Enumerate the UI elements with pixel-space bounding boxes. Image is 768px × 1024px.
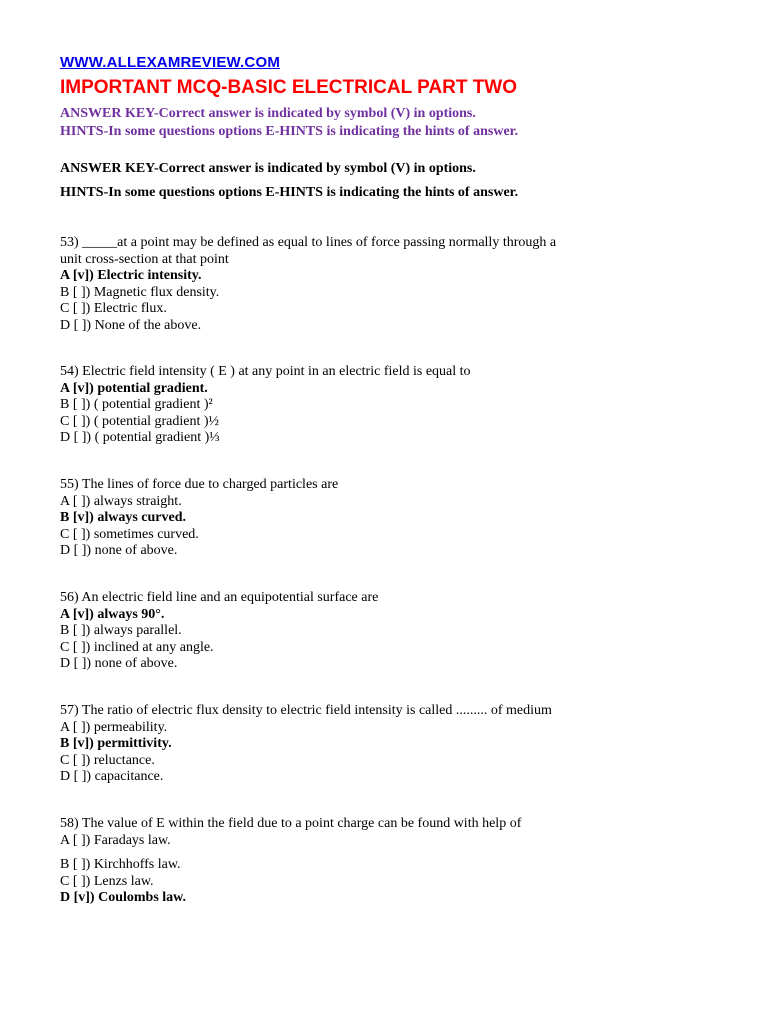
question-58 xyxy=(60,816,521,907)
question-text: 57) The ratio of electric flux density to electric field intensity is called ......... of medium xyxy=(60,703,552,718)
question-text: 58) The value of E within the field due to a point charge can be found with help of xyxy=(60,816,522,831)
answer-key-note: ANSWER KEY-Correct answer is indicated by symbol (V) in options. xyxy=(60,161,476,176)
question-text-cont: unit cross-section at that point xyxy=(60,251,229,267)
option-correct: B [v]) always curved. xyxy=(60,510,186,525)
option: D [ ]) none of above. xyxy=(60,656,178,671)
option: A [ ]) permeability. xyxy=(60,719,168,735)
option: C [ ]) inclined at any angle. xyxy=(60,639,214,655)
question-55 xyxy=(60,477,338,560)
question-text: 56) An electric field line and an equipotential surface are xyxy=(60,590,379,605)
option: C [ ]) Lenzs law. xyxy=(60,873,154,889)
question-57 xyxy=(60,703,552,786)
option: C [ ]) sometimes curved. xyxy=(60,526,199,542)
option: C [ ]) Electric flux. xyxy=(60,301,167,316)
hints-note: HINTS-In some questions options E-HINTS is indicating the hints of answer. xyxy=(60,185,519,200)
option: B [ ]) ( potential gradient )² xyxy=(60,397,213,412)
question-text: 55) The lines of force due to charged particles are xyxy=(60,477,339,492)
option: A [ ]) always straight. xyxy=(60,493,182,509)
option: D [ ]) ( potential gradient )⅓ xyxy=(60,430,220,445)
page-title: IMPORTANT MCQ-BASIC ELECTRICAL PART TWO xyxy=(60,77,518,98)
hints-note-purple: HINTS-In some questions options E-HINTS is indicating the hints of answer. xyxy=(60,124,519,139)
site-link[interactable]: WWW.ALLEXAMREVIEW.COM xyxy=(60,54,281,71)
question-text: 53) _____at a point may be defined as equal to lines of force passing normally through a xyxy=(60,235,557,250)
answer-key-note-purple: ANSWER KEY-Correct answer is indicated by symbol (V) in options. xyxy=(60,106,476,121)
option-correct: A [v]) potential gradient. xyxy=(60,380,208,396)
option: B [ ]) Magnetic flux density. xyxy=(60,284,220,300)
option: A [ ]) Faradays law. xyxy=(60,832,171,848)
option: C [ ]) reluctance. xyxy=(60,752,155,768)
option: B [ ]) always parallel. xyxy=(60,623,182,638)
option: D [ ]) None of the above. xyxy=(60,317,202,333)
option: B [ ]) Kirchhoffs law. xyxy=(60,857,181,872)
option-correct: B [v]) permittivity. xyxy=(60,736,172,751)
question-54 xyxy=(60,364,471,447)
question-text: 54) Electric field intensity ( E ) at any point in an electric field is equal to xyxy=(60,364,471,379)
option: D [ ]) none of above. xyxy=(60,543,178,558)
option-correct: A [v]) Electric intensity. xyxy=(60,268,202,283)
option: C [ ]) ( potential gradient )½ xyxy=(60,413,220,429)
option: D [ ]) capacitance. xyxy=(60,769,164,784)
question-53 xyxy=(60,235,556,334)
question-56 xyxy=(60,590,378,673)
option-correct: A [v]) always 90°. xyxy=(60,606,165,622)
option-correct: D [v]) Coulombs law. xyxy=(60,890,187,905)
header-notes xyxy=(60,105,518,141)
